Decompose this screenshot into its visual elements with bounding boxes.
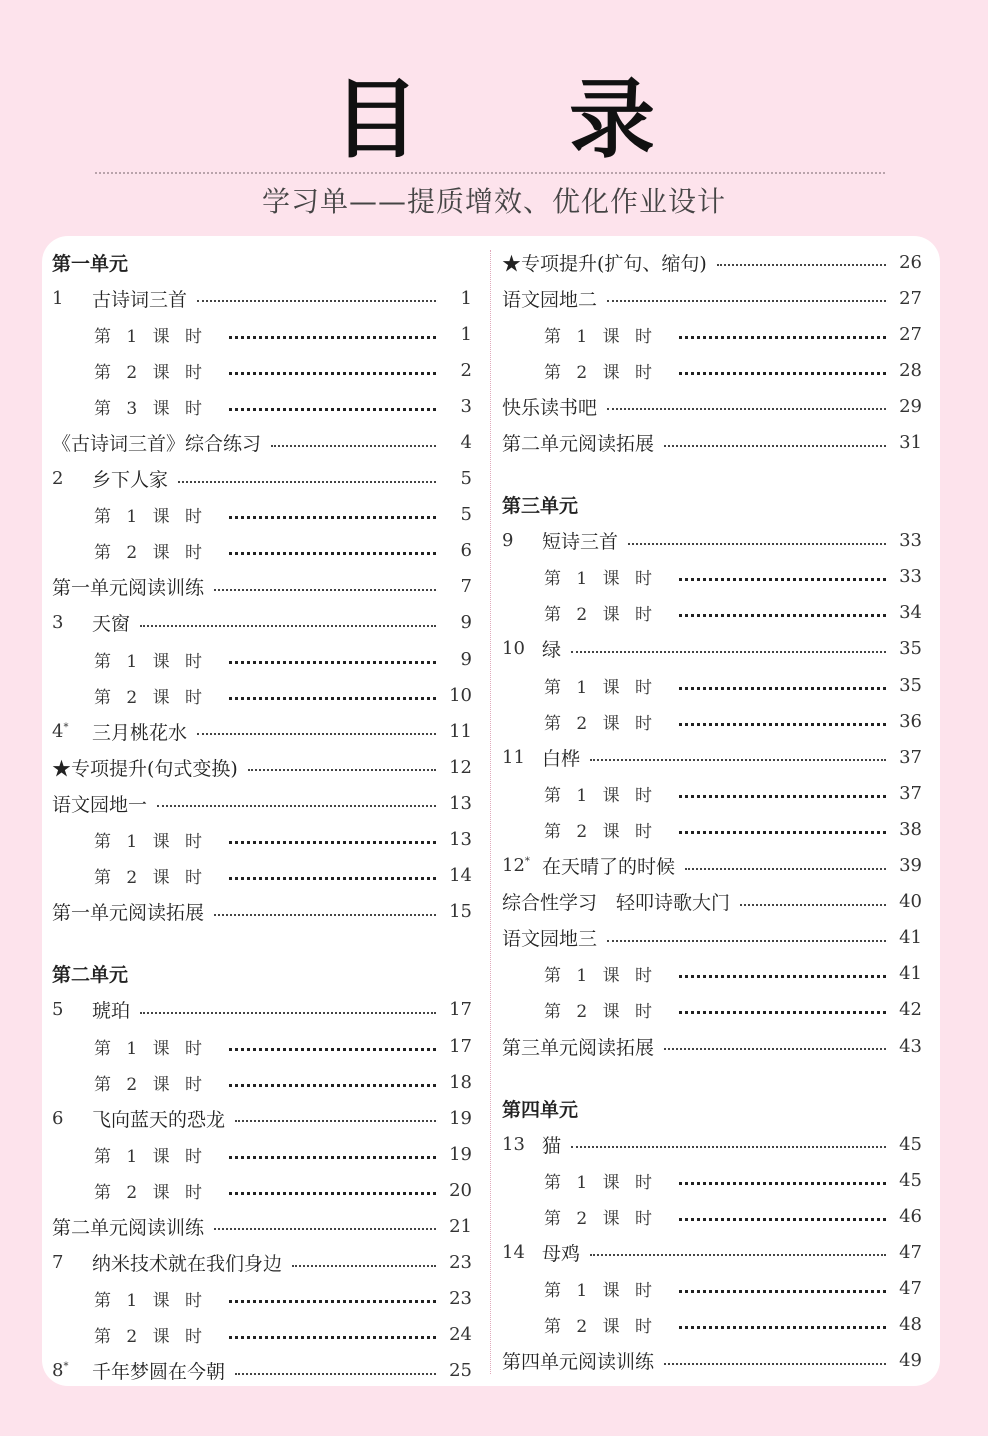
- lesson-number: [502, 1134, 542, 1155]
- page-number: 28: [899, 359, 922, 381]
- sublesson-title: 第 2 课 时: [94, 687, 208, 708]
- entry-title: 语文园地三: [502, 928, 598, 951]
- lesson-number-text: 10: [502, 638, 525, 660]
- toc-entry[interactable]: [502, 703, 922, 739]
- sublesson-title: 第 1 课 时: [544, 785, 658, 806]
- lesson-number: [52, 999, 92, 1020]
- page-number: 9: [460, 612, 472, 634]
- page-number: 36: [899, 710, 922, 732]
- entry-title: 猫: [542, 1134, 562, 1157]
- dot-leader: [229, 372, 436, 375]
- page-number: 46: [899, 1205, 922, 1227]
- toc-entry[interactable]: [502, 244, 922, 280]
- lesson-number-text: 12: [502, 855, 525, 877]
- lesson-number: [52, 288, 92, 309]
- toc-entry[interactable]: [52, 1172, 472, 1208]
- sublesson-title: 第 2 课 时: [544, 713, 658, 734]
- page-number: 2: [460, 359, 472, 381]
- lesson-number: [502, 1242, 542, 1263]
- entry-title: 纳米技术就在我们身边: [92, 1253, 283, 1276]
- dot-leader: [292, 1265, 436, 1267]
- entry-title: 语文园地二: [502, 288, 598, 311]
- toc-entry[interactable]: [502, 739, 922, 775]
- page-number: 12: [449, 756, 472, 778]
- dot-leader: [571, 1146, 886, 1148]
- toc-entry[interactable]: [502, 559, 922, 595]
- entry-title: 飞向蓝天的恐龙: [92, 1108, 226, 1131]
- dot-leader: [590, 1254, 886, 1256]
- sublesson-title: 第 2 课 时: [544, 605, 658, 626]
- dot-leader: [140, 625, 436, 627]
- page-number: 37: [899, 746, 922, 768]
- page-number: 27: [899, 287, 922, 309]
- page-number: 27: [899, 323, 922, 345]
- dot-leader: [679, 1182, 886, 1185]
- unit-heading: 第二单元: [52, 964, 129, 987]
- entry-title: ★专项提升(扩句、缩句): [502, 252, 707, 275]
- entry-title: 古诗词三首: [92, 288, 188, 311]
- optional-mark: *: [63, 721, 69, 733]
- lesson-number-text: 7: [52, 1252, 64, 1274]
- optional-mark: *: [63, 1361, 69, 1373]
- lesson-number-text: 5: [52, 999, 64, 1021]
- lesson-number: [502, 747, 542, 768]
- page-number: 41: [899, 927, 922, 949]
- page-number: 38: [899, 818, 922, 840]
- toc-entry[interactable]: [52, 822, 472, 858]
- dot-leader: [235, 1120, 436, 1122]
- toc-entry[interactable]: [502, 631, 922, 667]
- entry-title: 第四单元阅读训练: [502, 1351, 655, 1374]
- dot-leader: [679, 578, 886, 581]
- page-number: 37: [899, 782, 922, 804]
- entry-title: 在天晴了的时候: [542, 856, 676, 879]
- page-number: 31: [899, 432, 922, 454]
- title-divider: [95, 172, 885, 174]
- toc-entry[interactable]: [502, 316, 922, 352]
- page-number: 29: [899, 395, 922, 417]
- section-gap: [502, 461, 922, 487]
- dot-leader: [679, 372, 886, 375]
- dot-leader: [607, 408, 886, 410]
- sublesson-title: 第 2 课 时: [94, 362, 208, 383]
- toc-entry[interactable]: [52, 1136, 472, 1172]
- dot-leader: [229, 408, 436, 411]
- lesson-number-text: 3: [52, 612, 64, 634]
- page-number: 26: [899, 251, 922, 273]
- dot-leader: [229, 1156, 436, 1159]
- sublesson-title: 第 2 课 时: [94, 1074, 208, 1095]
- toc-entry[interactable]: [52, 1281, 472, 1317]
- dot-leader: [229, 1192, 436, 1195]
- dot-leader: [679, 687, 886, 690]
- column-divider: [490, 250, 491, 1374]
- dot-leader: [229, 1300, 436, 1303]
- entry-title: 母鸡: [542, 1242, 581, 1265]
- entry-title: 第一单元阅读拓展: [52, 902, 205, 925]
- page-number: 7: [460, 576, 472, 598]
- toc-entry[interactable]: [52, 894, 472, 930]
- page-number: 49: [899, 1350, 922, 1372]
- lesson-number-text: 11: [502, 746, 525, 768]
- page-number: 20: [449, 1179, 472, 1201]
- dot-leader: [229, 1084, 436, 1087]
- dot-leader: [229, 661, 436, 664]
- dot-leader: [214, 589, 436, 591]
- toc-entry[interactable]: [52, 605, 472, 641]
- dot-leader: [140, 1012, 436, 1014]
- dot-leader: [157, 805, 436, 807]
- toc-entry[interactable]: [52, 1028, 472, 1064]
- dot-leader: [229, 552, 436, 555]
- toc-entry[interactable]: [52, 1064, 472, 1100]
- sublesson-title: 第 2 课 时: [544, 1208, 658, 1229]
- dot-leader: [679, 1326, 886, 1329]
- page-number: 1: [460, 323, 472, 345]
- entry-title: 短诗三首: [542, 531, 619, 554]
- dot-leader: [740, 904, 886, 906]
- dot-leader: [229, 516, 436, 519]
- page-number: 1: [460, 287, 472, 309]
- sublesson-title: 第 1 课 时: [544, 677, 658, 698]
- entry-title: 三月桃花水: [92, 721, 188, 744]
- toc-entry[interactable]: [502, 1126, 922, 1162]
- entry-title: 《古诗词三首》综合练习: [52, 433, 262, 456]
- lesson-number: [52, 1360, 92, 1381]
- entry-title: 白桦: [542, 747, 581, 770]
- page-number: 35: [899, 674, 922, 696]
- toc-entry[interactable]: [502, 920, 922, 956]
- toc-entry[interactable]: [52, 1353, 472, 1389]
- dot-leader: [628, 543, 886, 545]
- sublesson-title: 第 1 课 时: [94, 651, 208, 672]
- entry-title: 琥珀: [92, 1000, 131, 1023]
- page-number: 45: [899, 1133, 922, 1155]
- dot-leader: [607, 300, 886, 302]
- sublesson-title: 第 1 课 时: [544, 1172, 658, 1193]
- sublesson-title: 第 2 课 时: [94, 543, 208, 564]
- page-number: 39: [899, 855, 922, 877]
- entry-title: 绿: [542, 639, 562, 662]
- entry-title: 语文园地一: [52, 793, 148, 816]
- toc-entry[interactable]: [52, 1100, 472, 1136]
- dot-leader: [229, 336, 436, 339]
- toc-left-column: [52, 244, 472, 1389]
- toc-entry[interactable]: [502, 352, 922, 388]
- entry-title: 综合性学习 轻叩诗歌大门: [502, 892, 731, 915]
- dot-leader: [679, 336, 886, 339]
- lesson-number: [52, 1108, 92, 1129]
- toc-entry[interactable]: [52, 424, 472, 460]
- page-number: 5: [460, 504, 472, 526]
- page-number: 17: [449, 999, 472, 1021]
- page-number: 34: [899, 602, 922, 624]
- toc-entry[interactable]: [502, 884, 922, 920]
- dot-leader: [664, 1363, 886, 1365]
- sublesson-title: 第 3 课 时: [94, 398, 208, 419]
- lesson-number-text: 9: [502, 530, 514, 552]
- toc-entry[interactable]: [52, 533, 472, 569]
- toc-entry[interactable]: [502, 280, 922, 316]
- dot-leader: [229, 841, 436, 844]
- sublesson-title: 第 2 课 时: [94, 1327, 208, 1348]
- toc-entry[interactable]: [502, 1198, 922, 1234]
- sublesson-title: 第 1 课 时: [544, 966, 658, 987]
- dot-leader: [717, 264, 886, 266]
- entry-title: 快乐读书吧: [502, 396, 598, 419]
- page-number: 47: [899, 1241, 922, 1263]
- page-number: 4: [460, 432, 472, 454]
- sublesson-title: 第 2 课 时: [94, 868, 208, 889]
- dot-leader: [178, 481, 436, 483]
- toc-right-column: [502, 244, 922, 1379]
- sublesson-title: 第 2 课 时: [94, 1182, 208, 1203]
- dot-leader: [679, 795, 886, 798]
- toc-entry[interactable]: [52, 992, 472, 1028]
- unit-heading: 第四单元: [502, 1098, 579, 1121]
- lesson-number-text: 13: [502, 1133, 525, 1155]
- toc-entry[interactable]: [502, 388, 922, 424]
- sublesson-title: 第 1 课 时: [94, 326, 208, 347]
- toc-entry[interactable]: [52, 1208, 472, 1244]
- page-number: 25: [449, 1360, 472, 1382]
- page-number: 48: [899, 1314, 922, 1336]
- toc-entry[interactable]: [52, 677, 472, 713]
- lesson-number: [52, 468, 92, 489]
- dot-leader: [229, 1336, 436, 1339]
- page-number: 41: [899, 963, 922, 985]
- sublesson-title: 第 1 课 时: [544, 1281, 658, 1302]
- entry-title: 第二单元阅读训练: [52, 1216, 205, 1239]
- dot-leader: [197, 300, 436, 302]
- toc-entry[interactable]: [52, 316, 472, 352]
- page-number: 3: [460, 395, 472, 417]
- dot-leader: [679, 1011, 886, 1014]
- dot-leader: [664, 1048, 886, 1050]
- dot-leader: [248, 769, 436, 771]
- page-title: 目 录: [333, 69, 715, 170]
- page-number: 43: [899, 1035, 922, 1057]
- page-number: 19: [449, 1143, 472, 1165]
- page-number: 6: [460, 540, 472, 562]
- page-number: 15: [449, 901, 472, 923]
- toc-entry[interactable]: [52, 280, 472, 316]
- page-number: 13: [449, 792, 472, 814]
- dot-leader: [679, 723, 886, 726]
- dot-leader: [214, 914, 436, 916]
- sublesson-title: 第 1 课 时: [94, 1146, 208, 1167]
- page-number: 24: [449, 1324, 472, 1346]
- toc-entry[interactable]: [52, 641, 472, 677]
- entry-title: 千年梦圆在今朝: [92, 1361, 226, 1384]
- unit-heading: 第三单元: [502, 495, 579, 518]
- page-number: 17: [449, 1035, 472, 1057]
- page-number: 13: [449, 829, 472, 851]
- lesson-number-text: 14: [502, 1241, 525, 1263]
- page-number: 19: [449, 1107, 472, 1129]
- toc-entry[interactable]: [502, 1162, 922, 1198]
- page-number: 10: [449, 684, 472, 706]
- toc-entry[interactable]: [52, 713, 472, 749]
- lesson-number-text: 8: [52, 1360, 64, 1382]
- dot-leader: [679, 831, 886, 834]
- dot-leader: [229, 1048, 436, 1051]
- toc-entry[interactable]: [502, 811, 922, 847]
- sublesson-title: 第 1 课 时: [94, 1291, 208, 1312]
- page-number: 35: [899, 638, 922, 660]
- page-number: 14: [449, 865, 472, 887]
- dot-leader: [679, 614, 886, 617]
- sublesson-title: 第 1 课 时: [544, 326, 658, 347]
- toc-entry[interactable]: [52, 352, 472, 388]
- toc-entry[interactable]: [52, 569, 472, 605]
- sublesson-title: 第 1 课 时: [94, 832, 208, 853]
- toc-entry[interactable]: [52, 1317, 472, 1353]
- toc-entry[interactable]: [502, 956, 922, 992]
- entry-title: 天窗: [92, 613, 131, 636]
- sublesson-title: 第 1 课 时: [94, 1038, 208, 1059]
- toc-entry[interactable]: [52, 461, 472, 497]
- toc-entry[interactable]: [502, 523, 922, 559]
- dot-leader: [679, 975, 886, 978]
- page-number: 9: [460, 648, 472, 670]
- dot-leader: [590, 759, 886, 761]
- lesson-number: [52, 721, 92, 742]
- sublesson-title: 第 1 课 时: [544, 569, 658, 590]
- dot-leader: [664, 445, 886, 447]
- dot-leader: [679, 1290, 886, 1293]
- dot-leader: [229, 877, 436, 880]
- toc-entry[interactable]: [502, 1307, 922, 1343]
- page-number: 40: [899, 891, 922, 913]
- page-number: 21: [449, 1215, 472, 1237]
- lesson-number-text: 4: [52, 720, 64, 742]
- toc-entry[interactable]: [502, 595, 922, 631]
- toc-entry[interactable]: [502, 775, 922, 811]
- toc-entry[interactable]: [52, 785, 472, 821]
- toc-entry[interactable]: [52, 1245, 472, 1281]
- toc-entry[interactable]: [52, 858, 472, 894]
- dot-leader: [235, 1373, 436, 1375]
- sublesson-title: 第 1 课 时: [94, 507, 208, 528]
- dot-leader: [679, 1218, 886, 1221]
- optional-mark: *: [524, 856, 530, 868]
- page-number: 33: [899, 530, 922, 552]
- page-number: 23: [449, 1288, 472, 1310]
- toc-entry[interactable]: [502, 1343, 922, 1379]
- sublesson-title: 第 2 课 时: [544, 1002, 658, 1023]
- lesson-number: [502, 638, 542, 659]
- section-gap: [52, 930, 472, 956]
- page-number: 33: [899, 566, 922, 588]
- dot-leader: [685, 868, 886, 870]
- toc-entry[interactable]: [502, 848, 922, 884]
- toc-entry[interactable]: [502, 424, 922, 460]
- lesson-number: [502, 530, 542, 551]
- dot-leader: [607, 940, 886, 942]
- page-number: 18: [449, 1071, 472, 1093]
- lesson-number-text: 2: [52, 468, 64, 490]
- dot-leader: [271, 445, 436, 447]
- lesson-number: [52, 1252, 92, 1273]
- toc-entry[interactable]: [502, 992, 922, 1028]
- toc-entry[interactable]: [502, 1234, 922, 1270]
- page-number: 5: [460, 468, 472, 490]
- sublesson-title: 第 2 课 时: [544, 821, 658, 842]
- entry-title: 第三单元阅读拓展: [502, 1036, 655, 1059]
- page-number: 23: [449, 1252, 472, 1274]
- entry-title: 乡下人家: [92, 469, 169, 492]
- toc-entry[interactable]: [502, 1271, 922, 1307]
- entry-title: 第一单元阅读训练: [52, 577, 205, 600]
- toc-entry[interactable]: [52, 497, 472, 533]
- page-subtitle: 学习单——提质增效、优化作业设计: [261, 185, 726, 218]
- entry-title: 第二单元阅读拓展: [502, 433, 655, 456]
- sublesson-title: 第 2 课 时: [544, 362, 658, 383]
- toc-entry[interactable]: [502, 667, 922, 703]
- page-number: 45: [899, 1169, 922, 1191]
- page-number: 47: [899, 1278, 922, 1300]
- page-number: 11: [449, 720, 472, 742]
- entry-title: ★专项提升(句式变换): [52, 757, 238, 780]
- lesson-number: [502, 855, 542, 876]
- dot-leader: [214, 1228, 436, 1230]
- lesson-number: [52, 612, 92, 633]
- lesson-number-text: 1: [52, 287, 64, 309]
- toc-entry[interactable]: [52, 749, 472, 785]
- dot-leader: [197, 733, 436, 735]
- sublesson-title: 第 2 课 时: [544, 1317, 658, 1338]
- toc-entry[interactable]: [52, 388, 472, 424]
- toc-entry[interactable]: [502, 1028, 922, 1064]
- section-gap: [502, 1064, 922, 1090]
- unit-heading: 第一单元: [52, 252, 129, 275]
- lesson-number-text: 6: [52, 1107, 64, 1129]
- dot-leader: [571, 651, 886, 653]
- page-number: 42: [899, 999, 922, 1021]
- dot-leader: [229, 697, 436, 700]
